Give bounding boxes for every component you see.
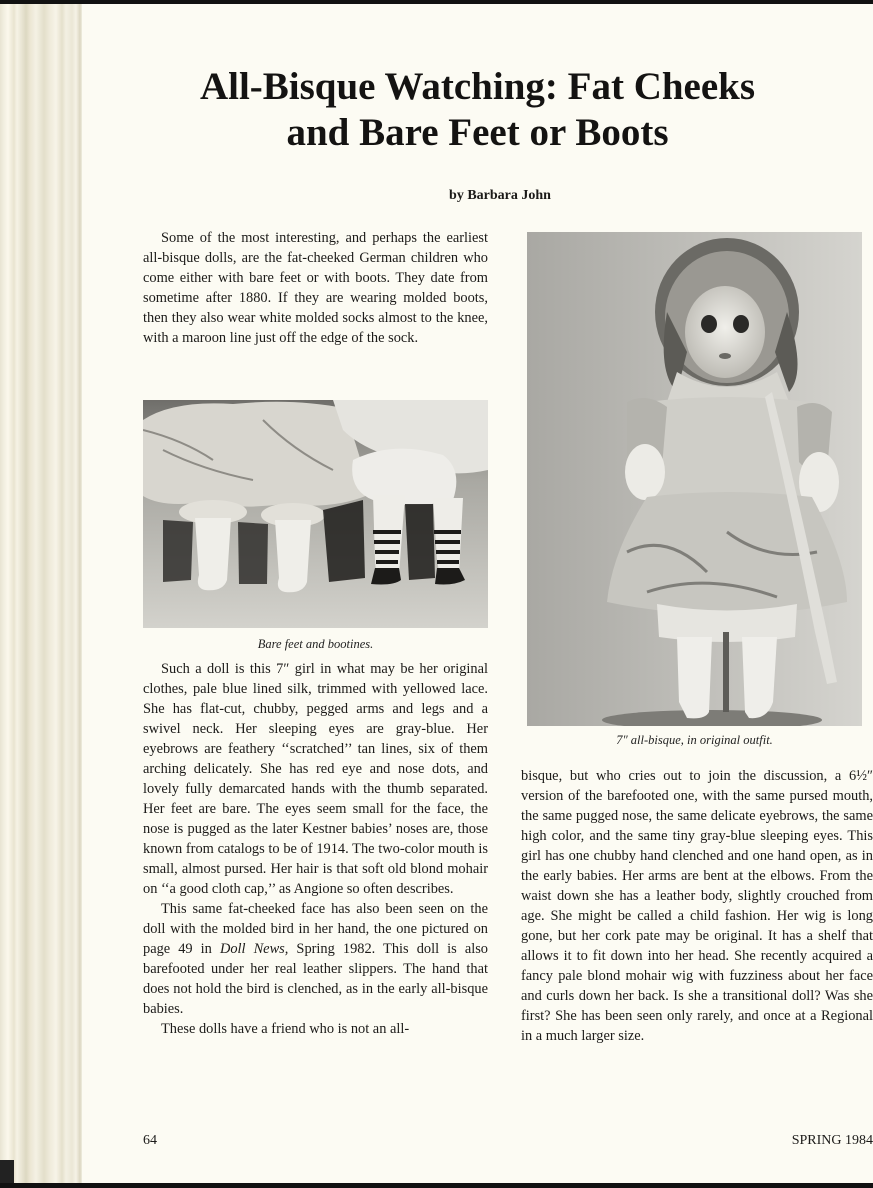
paragraph: bisque, but who cries out to join the discussion, a 6½″ version of the barefooted one, with the same pursed mouth, the same pugged nose, the same delicate eyebrows, the same high color, and the same tiny gray-blue sleeping eyes. This girl has one chubby hand clenched and one hand open, as in the early babies. Her arms are bent at the elbows. From the waist down she has a leather body, slightly crouched from age. She might be called a child fashion. Her wig is long gone, but her cork pate may be original. It has a shelf that allows it to fit down into her head. She recently acquired a fancy pale blond mohair wig with fuzziness about her face and curls down her back. Is she a transitional doll? Was she first? She has been seen only rarely, and once at a Regional in a much larger size. xyxy=(521,768,873,1044)
left-column-intro xyxy=(143,228,488,348)
byline: by Barbara John xyxy=(449,188,551,203)
figure-caption-doll: 7″ all-bisque, in original outfit. xyxy=(616,733,773,747)
doll-illustration xyxy=(527,232,862,726)
article-title-line-2: and Bare Feet or Boots xyxy=(286,111,669,154)
photo-doll-feet xyxy=(143,400,488,628)
paragraph-text: This same fat-cheeked face has also been seen on the doll with the molded bird in her hand, the one pictured on page 49 in xyxy=(143,901,488,957)
issue-date: SPRING 1984 xyxy=(791,1133,873,1148)
paragraph: These dolls have a friend who is not an all- xyxy=(161,1021,410,1037)
photo-doll-original-outfit xyxy=(527,232,862,726)
scan-bottom-edge xyxy=(0,1183,873,1188)
figure-caption-feet: Bare feet and bootines. xyxy=(257,637,374,651)
paragraph: Such a doll is this 7″ girl in what may be her original clothes, pale blue lined silk, trimmed with yellowed lace. She has flat-cut, chubby, pegged arms and legs and a swivel neck. Her sleeping eyes are gray-blue. Her eyebrows are feathery ‘‘scratched’’ tan lines, six of them arching delicately. She has red eye and nose dots, and lovely fully demarcated hands with the thumb separated. Her feet are bare. The eyes seem small for the face, the nose is pugged as the later Kestner babies’ noses are, those known from catalogs to be of 1914. The two-color mouth is small, almost pursed. Her hair is that soft old blond mohair on ‘‘a good cloth cap,’’ as Angione so often describes. xyxy=(143,661,488,897)
publication-title: Doll News, xyxy=(219,941,289,957)
article-title xyxy=(82,64,873,156)
paragraph xyxy=(143,899,488,1019)
book-page-stack-edge xyxy=(0,4,82,1183)
scan-shadow xyxy=(0,1160,14,1183)
paragraph-text: Spring 1982. This doll is also barefooted under her real leather slippers. The hand that does not hold the bird is clenched, as in the early all-bisque babies. xyxy=(143,941,488,1017)
left-column-body xyxy=(143,659,488,1039)
right-column-body xyxy=(521,766,873,1046)
doll-feet-illustration xyxy=(143,400,488,628)
page-number: 64 xyxy=(143,1133,157,1148)
article-title-line-1: All-Bisque Watching: Fat Cheeks xyxy=(199,65,756,108)
paragraph: Some of the most interesting, and perhaps the earliest all-bisque dolls, are the fat-cheeked German children who come either with bare feet or with boots. They date from sometime after 1880. If they are wearing molded boots, then they also wear white molded socks almost to the knee, with a maroon line just off the edge of the sock. xyxy=(143,230,488,346)
